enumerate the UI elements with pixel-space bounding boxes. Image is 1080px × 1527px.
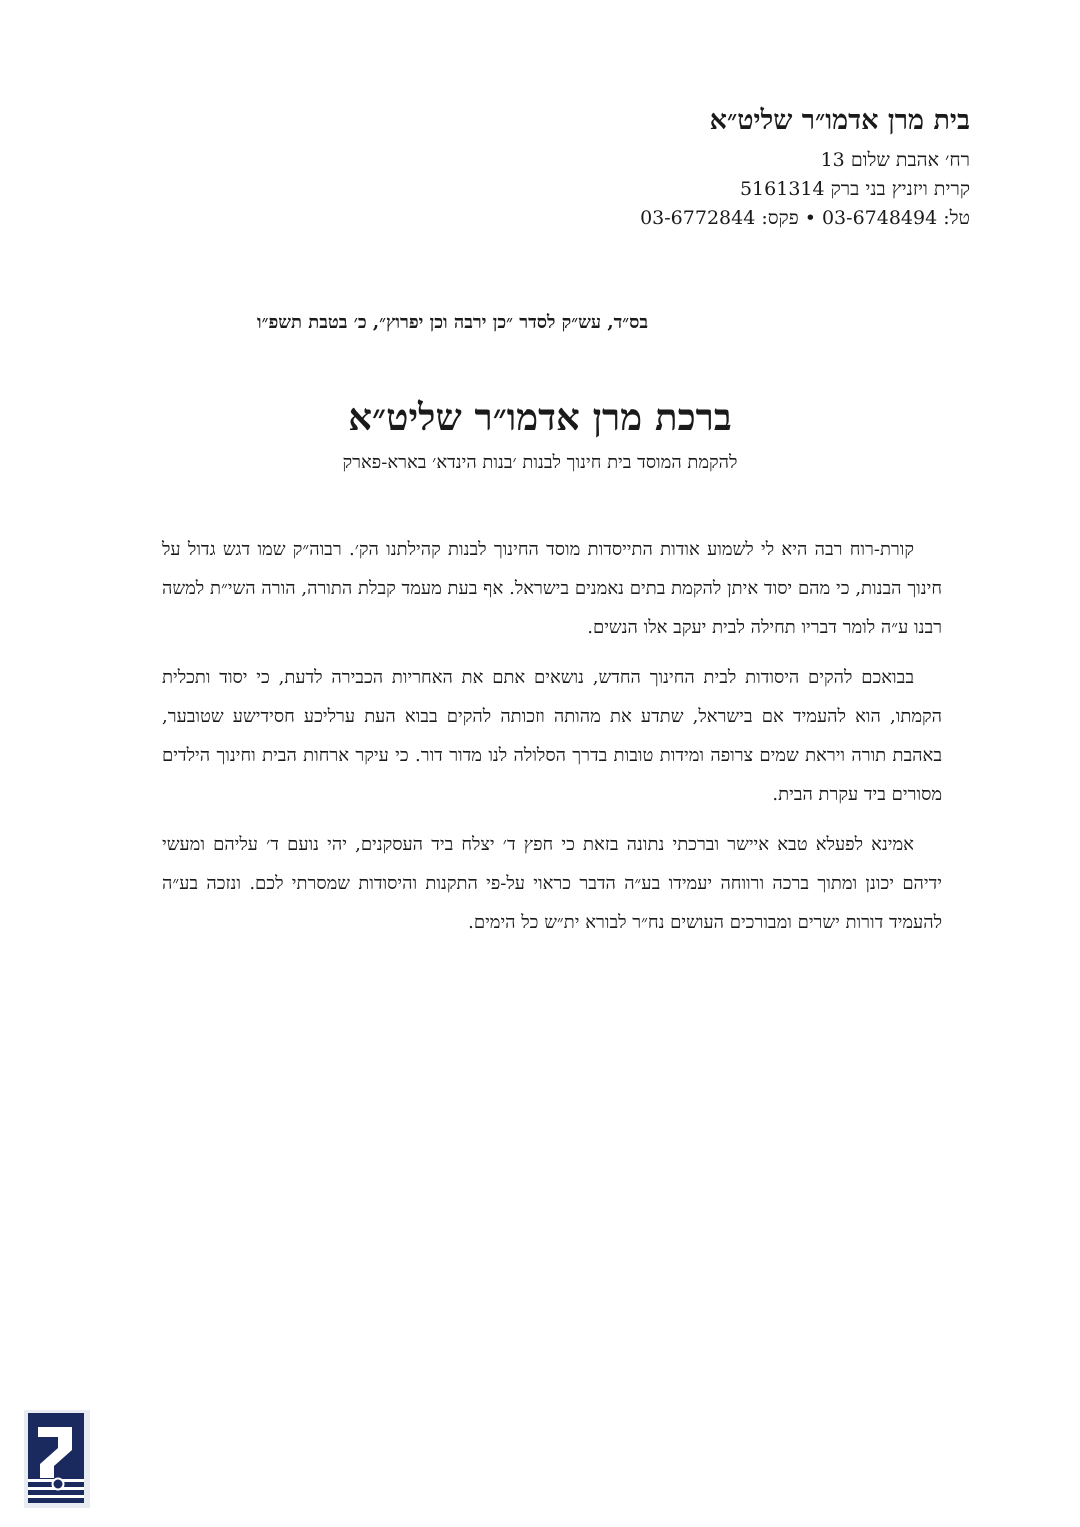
body-paragraph-3: אמינא לפעלא טבא איישר וברכתי נתונה בזאת כי חפץ ד׳ יצלח ביד העסקנים, יהי נועם ד׳ עליהם ומעשי ידיהם יכונן ומתוך ברכה ורווחה יעמידו בע״ה הדבר כראוי על-פי התקנות והיסודות שמסרתי לכם. ונזכה בע״ה להעמיד דורות ישרים ומבורכים העושים נח״ר לבורא ית״ש כל הימים.: [162, 834, 942, 933]
letter-title: ברכת מרן אדמו״ר שליט״א: [348, 395, 732, 439]
date-line: בס״ד, עש״ק לסדר ״כן ירבה וכן יפרוץ״, כ׳ בטבת תשפ״ו: [257, 312, 648, 333]
letterhead-name: בית מרן אדמו״ר שליט״א: [709, 105, 970, 136]
letter-subtitle: להקמת המוסד בית חינוך לבנות ׳בנות הינדא׳ בארא-פארק: [342, 452, 738, 473]
body-paragraph-2: בבואכם להקים היסודות לבית החינוך החדש, נושאים אתם את האחריות הכבירה לדעת, כי יסוד ותכלית הקמתו, הוא להעמיד אם בישראל, שתדע את מהותה וזכותה להקים בבוא העת ערליכע חסידישע שטובער, באהבת תורה ויראת שמים צרופה ומידות טובות בדרך הסלולה לנו מדור דור. כי עיקר ארחות הבית וחינוך הילדים מסורים ביד עקרת הבית.: [162, 667, 942, 805]
letter-body: [162, 530, 942, 953]
letterhead-phone-fax: טל: 03-6748494 • פקס: 03-6772844: [640, 207, 970, 229]
letterhead-city: קרית ויזניץ בני ברק 5161314: [739, 178, 970, 200]
institution-logo-icon: [24, 1410, 90, 1508]
body-paragraph-1: קורת-רוח רבה היא לי לשמוע אודות התייסדות מוסד החינוך לבנות קהילתנו הק׳. רבוה״ק שמו דגש גדול על חינוך הבנות, כי מהם יסוד איתן להקמת בתים נאמנים בישראל. אף בעת מעמד קבלת התורה, הורה השי״ת למשה רבנו ע״ה לומר דבריו תחילה לבית יעקב אלו הנשים.: [162, 539, 942, 638]
letterhead-street: רח׳ אהבת שלום 13: [820, 149, 970, 171]
letterhead: [550, 100, 970, 233]
